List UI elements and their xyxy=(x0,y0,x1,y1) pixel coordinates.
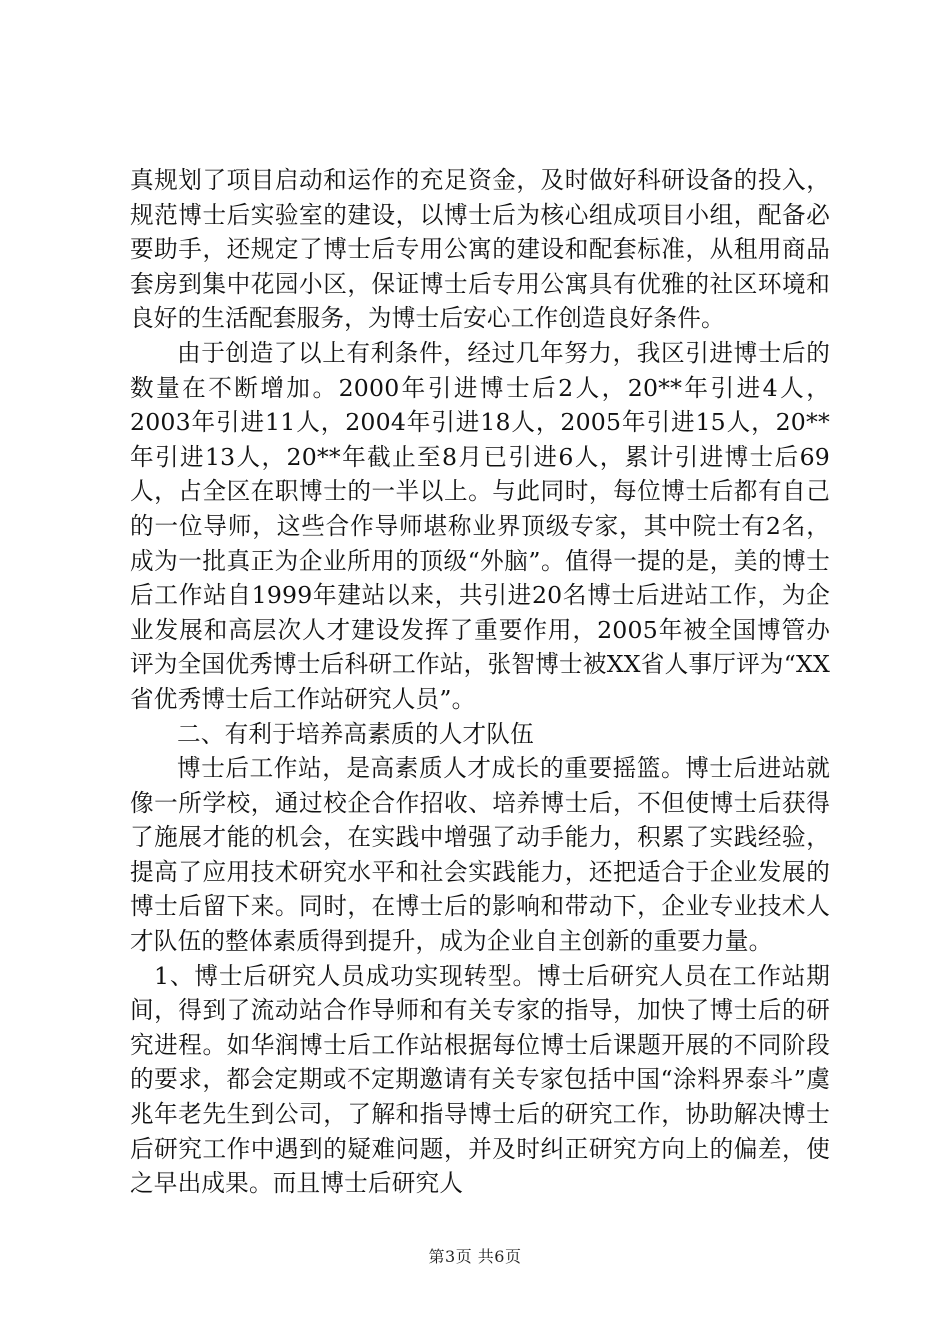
document-body xyxy=(130,163,830,1201)
section-heading-two: 二、有利于培养高素质的人才队伍 xyxy=(177,719,534,748)
paragraph-transformation: 1、博士后研究人员成功实现转型。博士后研究人员在工作站期间，得到了流动站合作导师和有关专家的指导，加快了博士后的研究进程。如华润博士后工作站根据每位博士后课题开展的不同阶段的要求，都会定期或不定期邀请有关专家包括中国“涂料界泰斗”虞兆年老先生到公司，了解和指导博士后的研究工作，协助解决博士后研究工作中遇到的疑难问题，并及时纠正研究方向上的偏差，使之早出成果。而且博士后研究人 xyxy=(130,961,830,1198)
page-number-footer: 第3页 共6页 xyxy=(428,1247,522,1266)
paragraph-talent-cradle: 博士后工作站，是高素质人才成长的重要摇篮。博士后进站就像一所学校，通过校企合作招收、培养博士后，不但使博士后获得了施展才能的机会，在实践中增强了动手能力，积累了实践经验，提高了应用技术研究水平和社会实践能力，还把适合于企业发展的博士后留下来。同时，在博士后的影响和带动下，企业专业技术人才队伍的整体素质得到提升，成为企业自主创新的重要力量。 xyxy=(130,754,830,956)
paragraph-continued: 真规划了项目启动和运作的充足资金，及时做好科研设备的投入，规范博士后实验室的建设，以博士后为核心组成项目小组，配备必要助手，还规定了博士后专用公寓的建设和配套标准，从租用商品套房到集中花园小区，保证博士后专用公寓具有优雅的社区环境和良好的生活配套服务，为博士后安心工作创造良好条件。 xyxy=(130,166,830,333)
paragraph-postdoc-growth: 由于创造了以上有利条件，经过几年努力，我区引进博士后的数量在不断增加。2000年引进博士后2人，20**年引进4人，2003年引进11人，2004年引进18人，2005年引进15人，20**年引进13人，20**年截止至8月已引进6人，累计引进博士后69人，占全区在职博士的一半以上。与此同时，每位博士后都有自己的一位导师，这些合作导师堪称业界顶级专家，其中院士有2名，成为一批真正为企业所用的顶级“外脑”。值得一提的是，美的博士后工作站自1999年建站以来，共引进20名博士后进站工作，为企业发展和高层次人才建设发挥了重要作用，2005年被全国博管办评为全国优秀博士后科研工作站，张智博士被XX省人事厅评为“XX省优秀博士后工作站研究人员”。 xyxy=(130,338,830,713)
